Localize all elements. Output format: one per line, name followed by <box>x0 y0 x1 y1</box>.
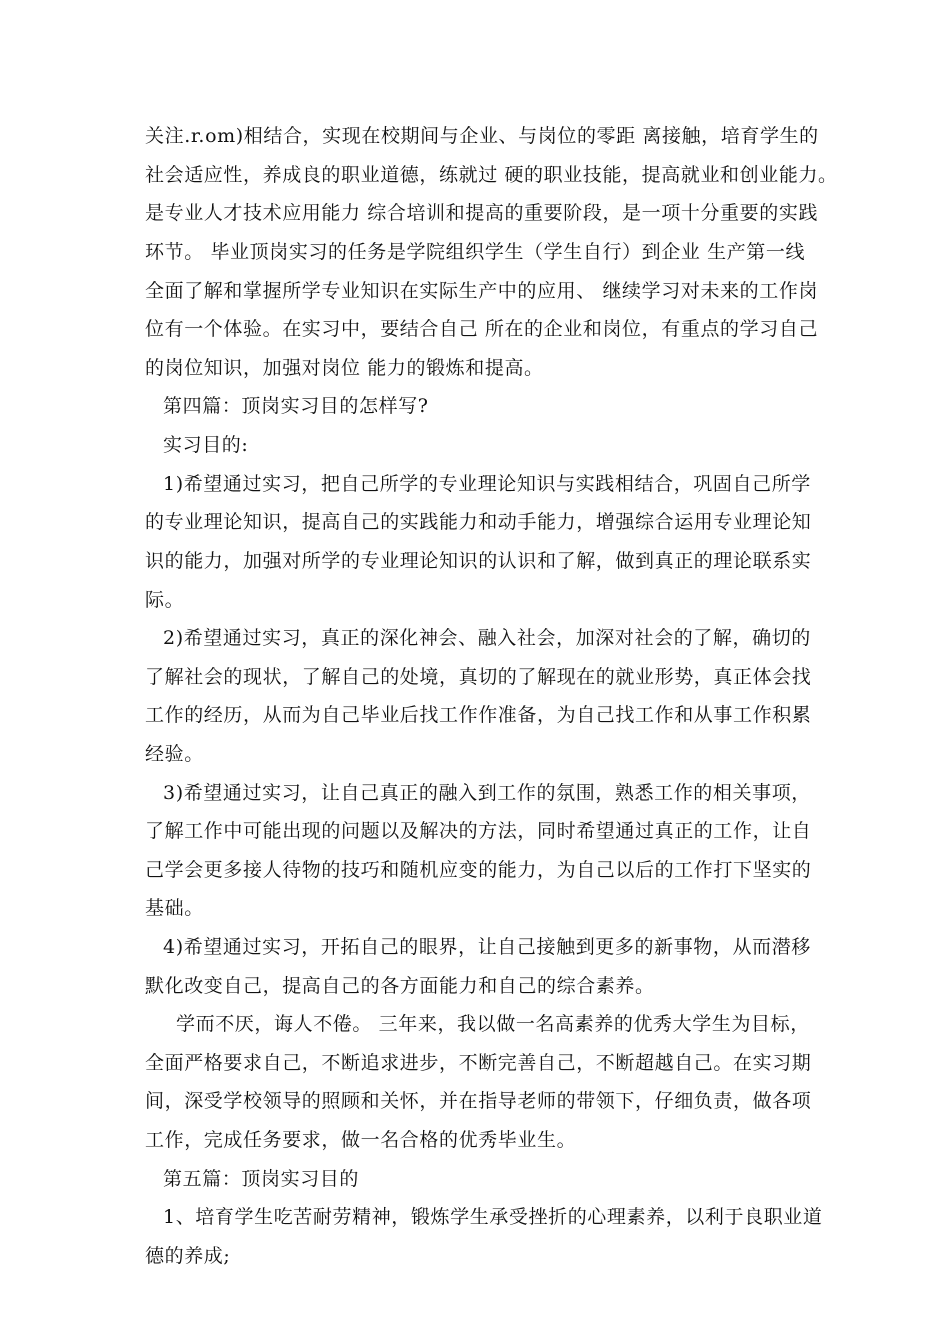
text-line: 全面严格要求自己，不断追求进步，不断完善自己，不断超越自己。在实习期 <box>145 1052 812 1074</box>
text-line: 学而不厌，诲人不倦。 三年来，我以做一名高素养的优秀大学生为目标， <box>176 1013 810 1035</box>
section-heading: 第五篇：顶岗实习目的 <box>163 1168 360 1190</box>
text-line: 际。 <box>145 589 185 611</box>
text-line: 2)希望通过实习，真正的深化神会、融入社会，加深对社会的了解，确切的 <box>163 627 811 649</box>
text-line: 己学会更多接人待物的技巧和随机应变的能力，为自己以后的工作打下坚实的 <box>145 859 812 881</box>
subheading: 实习目的: <box>163 434 249 456</box>
text-line: 工作，完成任务要求，做一名合格的优秀毕业生。 <box>145 1129 577 1151</box>
text-line: 了解社会的现状，了解自己的处境，真切的了解现在的就业形势，真正体会找 <box>145 666 812 688</box>
text-line: 3)希望通过实习，让自己真正的融入到工作的氛围，熟悉工作的相关事项， <box>163 782 811 804</box>
text-line: 基础。 <box>145 897 204 919</box>
text-line: 的专业理论知识，提高自己的实践能力和动手能力，增强综合运用专业理论知 <box>145 511 812 533</box>
text-line: 德的养成; <box>145 1245 231 1267</box>
text-line: 工作的经历，从而为自己毕业后找工作作准备，为自己找工作和从事工作积累 <box>145 704 812 726</box>
text-line: 了解工作中可能出现的问题以及解决的方法，同时希望通过真正的工作，让自 <box>145 820 812 842</box>
text-line: 1)希望通过实习，把自己所学的专业理论知识与实践相结合，巩固自己所学 <box>163 473 811 495</box>
text-line: 位有一个体验。在实习中，要结合自己 所在的企业和岗位，有重点的学习自己 <box>145 318 819 340</box>
text-line: 环节。 毕业顶岗实习的任务是学院组织学生（学生自行）到企业 生产第一线 <box>145 241 806 263</box>
text-line: 社会适应性，养成良的职业道德，练就过 硬的职业技能，提高就业和创业能力。 <box>145 164 838 186</box>
text-line: 经验。 <box>145 743 204 765</box>
text-line: 间，深受学校领导的照顾和关怀，并在指导老师的带领下，仔细负责，做各项 <box>145 1090 812 1112</box>
text-line: 识的能力，加强对所学的专业理论知识的认识和了解，做到真正的理论联系实 <box>145 550 812 572</box>
section-heading: 第四篇：顶岗实习目的怎样写? <box>163 395 429 417</box>
text-line: 是专业人才技术应用能力 综合培训和提高的重要阶段，是一项十分重要的实践 <box>145 202 819 224</box>
text-line: 默化改变自己，提高自己的各方面能力和自己的综合素养。 <box>145 975 655 997</box>
text-line: 4)希望通过实习，开拓自己的眼界，让自己接触到更多的新事物，从而潜移 <box>163 936 811 958</box>
text-line: 全面了解和掌握所学专业知识在实际生产中的应用、 继续学习对未来的工作岗 <box>145 280 819 302</box>
text-line: 关注.r.om)相结合，实现在校期间与企业、与岗位的零距 离接触，培育学生的 <box>145 125 819 147</box>
text-line: 的岗位知识，加强对岗位 能力的锻炼和提高。 <box>145 357 544 379</box>
text-line: 1、培育学生吃苦耐劳精神，锻炼学生承受挫折的心理素养，以利于良职业道 <box>163 1206 823 1228</box>
